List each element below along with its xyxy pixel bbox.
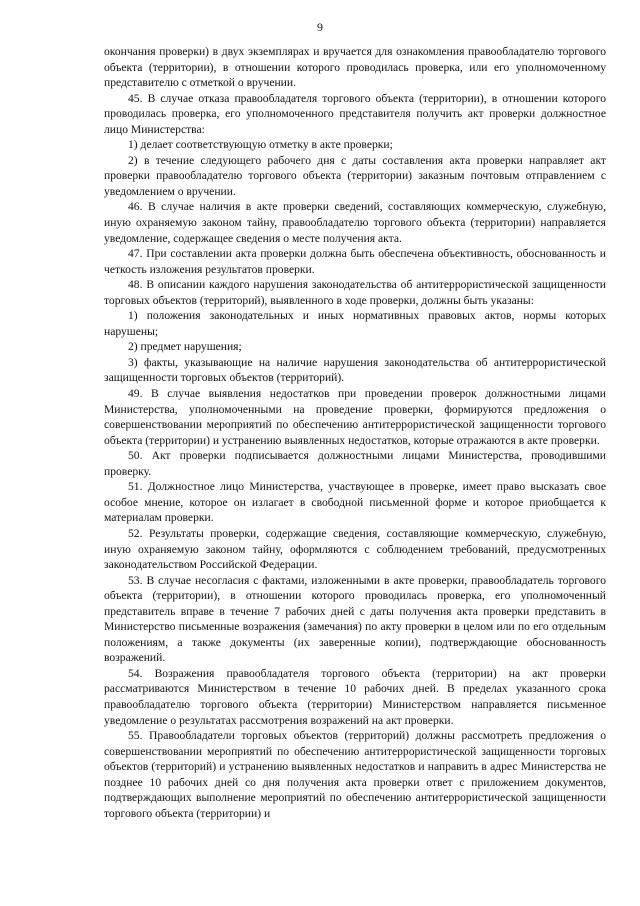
paragraph-50: 50. Акт проверки подписывается должностными лицами Министерства, проводившими проверку. [104, 449, 606, 478]
paragraph-54: 54. Возражения правообладателя торгового объекта (территории) на акт проверки рассматриваются Министерством в течение 10 рабочих дней. В пределах указанного срока правообладателю торгового объекта (территории) Министерством направляется письменное уведомление о результатах рассмотрения возражений на акт проверки. [104, 666, 606, 727]
paragraph-52: 52. Результаты проверки, содержащие сведения, составляющие коммерческую, служебную, иную охраняемую законом тайну, оформляются с соблюдением требований, предусмотренных законодательством Российской Федерации. [104, 526, 606, 572]
paragraph-55: 55. Правообладатели торговых объектов (территорий) должны рассмотреть предложения о совершенствовании мероприятий по обеспечению антитеррористической защищенности торговых объектов (территорий) и устранению выявленных недостатков и направить в адрес Министерства не позднее 10 рабочих дней со дня получения акта проверки ответ с приложением документов, подтверждающих выполнение мероприятий по обеспечению антитеррористической защищенности торгового объекта (территории) и [104, 729, 606, 820]
paragraph-continuation: окончания проверки) в двух экземплярах и вручается для ознакомления правообладателю торгового объекта (территории), в отношении которого проводилась проверка, или его уполномоченному представителю с отметкой о вручении. [104, 45, 606, 90]
paragraph-45: 45. В случае отказа правообладателя торгового объекта (территории), в отношении которого проводилась проверка, его уполномоченного представителя получить акт проверки должностное лицо Министерства: [104, 91, 606, 136]
paragraph-46: 46. В случае наличия в акте проверки сведений, составляющих коммерческую, служебную, иную охраняемую законом тайну, правообладателю торгового объекта (территории) направляется уведомление, содержащее сведения о месте получения акта. [104, 200, 606, 245]
document-body [104, 44, 606, 821]
paragraph-53: 53. В случае несогласия с фактами, изложенными в акте проверки, правообладатель торгового объекта (территории), в отношении которого проводилась проверка, его уполномоченный представитель вправе в течение 7 рабочих дней с даты получения акта проверки представить в Министерство письменные возражения (замечания) по акту проверки в целом или по его отдельным положениям, а также документы (их заверенные копии), подтверждающие обоснованность возражений. [104, 573, 606, 665]
paragraph-48-item-2: 2) предмет нарушения; [128, 340, 242, 354]
paragraph-48: 48. В описании каждого нарушения законодательства об антитеррористической защищенности торговых объектов (территорий), выявленного в ходе проверки, должны быть указаны: [104, 278, 606, 307]
paragraph-51: 51. Должностное лицо Министерства, участвующее в проверке, имеет право высказать свое особое мнение, которое он излагает в свободной письменной форме и которое приобщается к материалам проверки. [104, 480, 606, 525]
paragraph-49: 49. В случае выявления недостатков при проведении проверок должностными лицами Министерства, уполномоченными на проведение проверки, формируются предложения о совершенствовании мероприятий по обеспечению антитеррористической защищенности торгового объекта (территории) и устранению выявленных недостатков, которые отражаются в акте проверки. [104, 387, 606, 447]
paragraph-45-item-2: 2) в течение следующего рабочего дня с даты составления акта проверки направляет акт проверки правообладателю торгового объекта (территории) заказным почтовым отправлением с уведомлением о вручении. [104, 153, 606, 198]
paragraph-47: 47. При составлении акта проверки должна быть обеспечена объективность, обоснованность и четкость изложения результатов проверки. [104, 247, 606, 276]
paragraph-48-item-1: 1) положения законодательных и иных нормативных правовых актов, нормы которых нарушены; [104, 309, 606, 338]
paragraph-48-item-3: 3) факты, указывающие на наличие нарушения законодательства об антитеррористической защищенности торговых объектов (территорий). [104, 355, 606, 385]
paragraph-45-item-1: 1) делает соответствующую отметку в акте проверки; [128, 138, 393, 152]
page-number: 9 [317, 20, 323, 34]
